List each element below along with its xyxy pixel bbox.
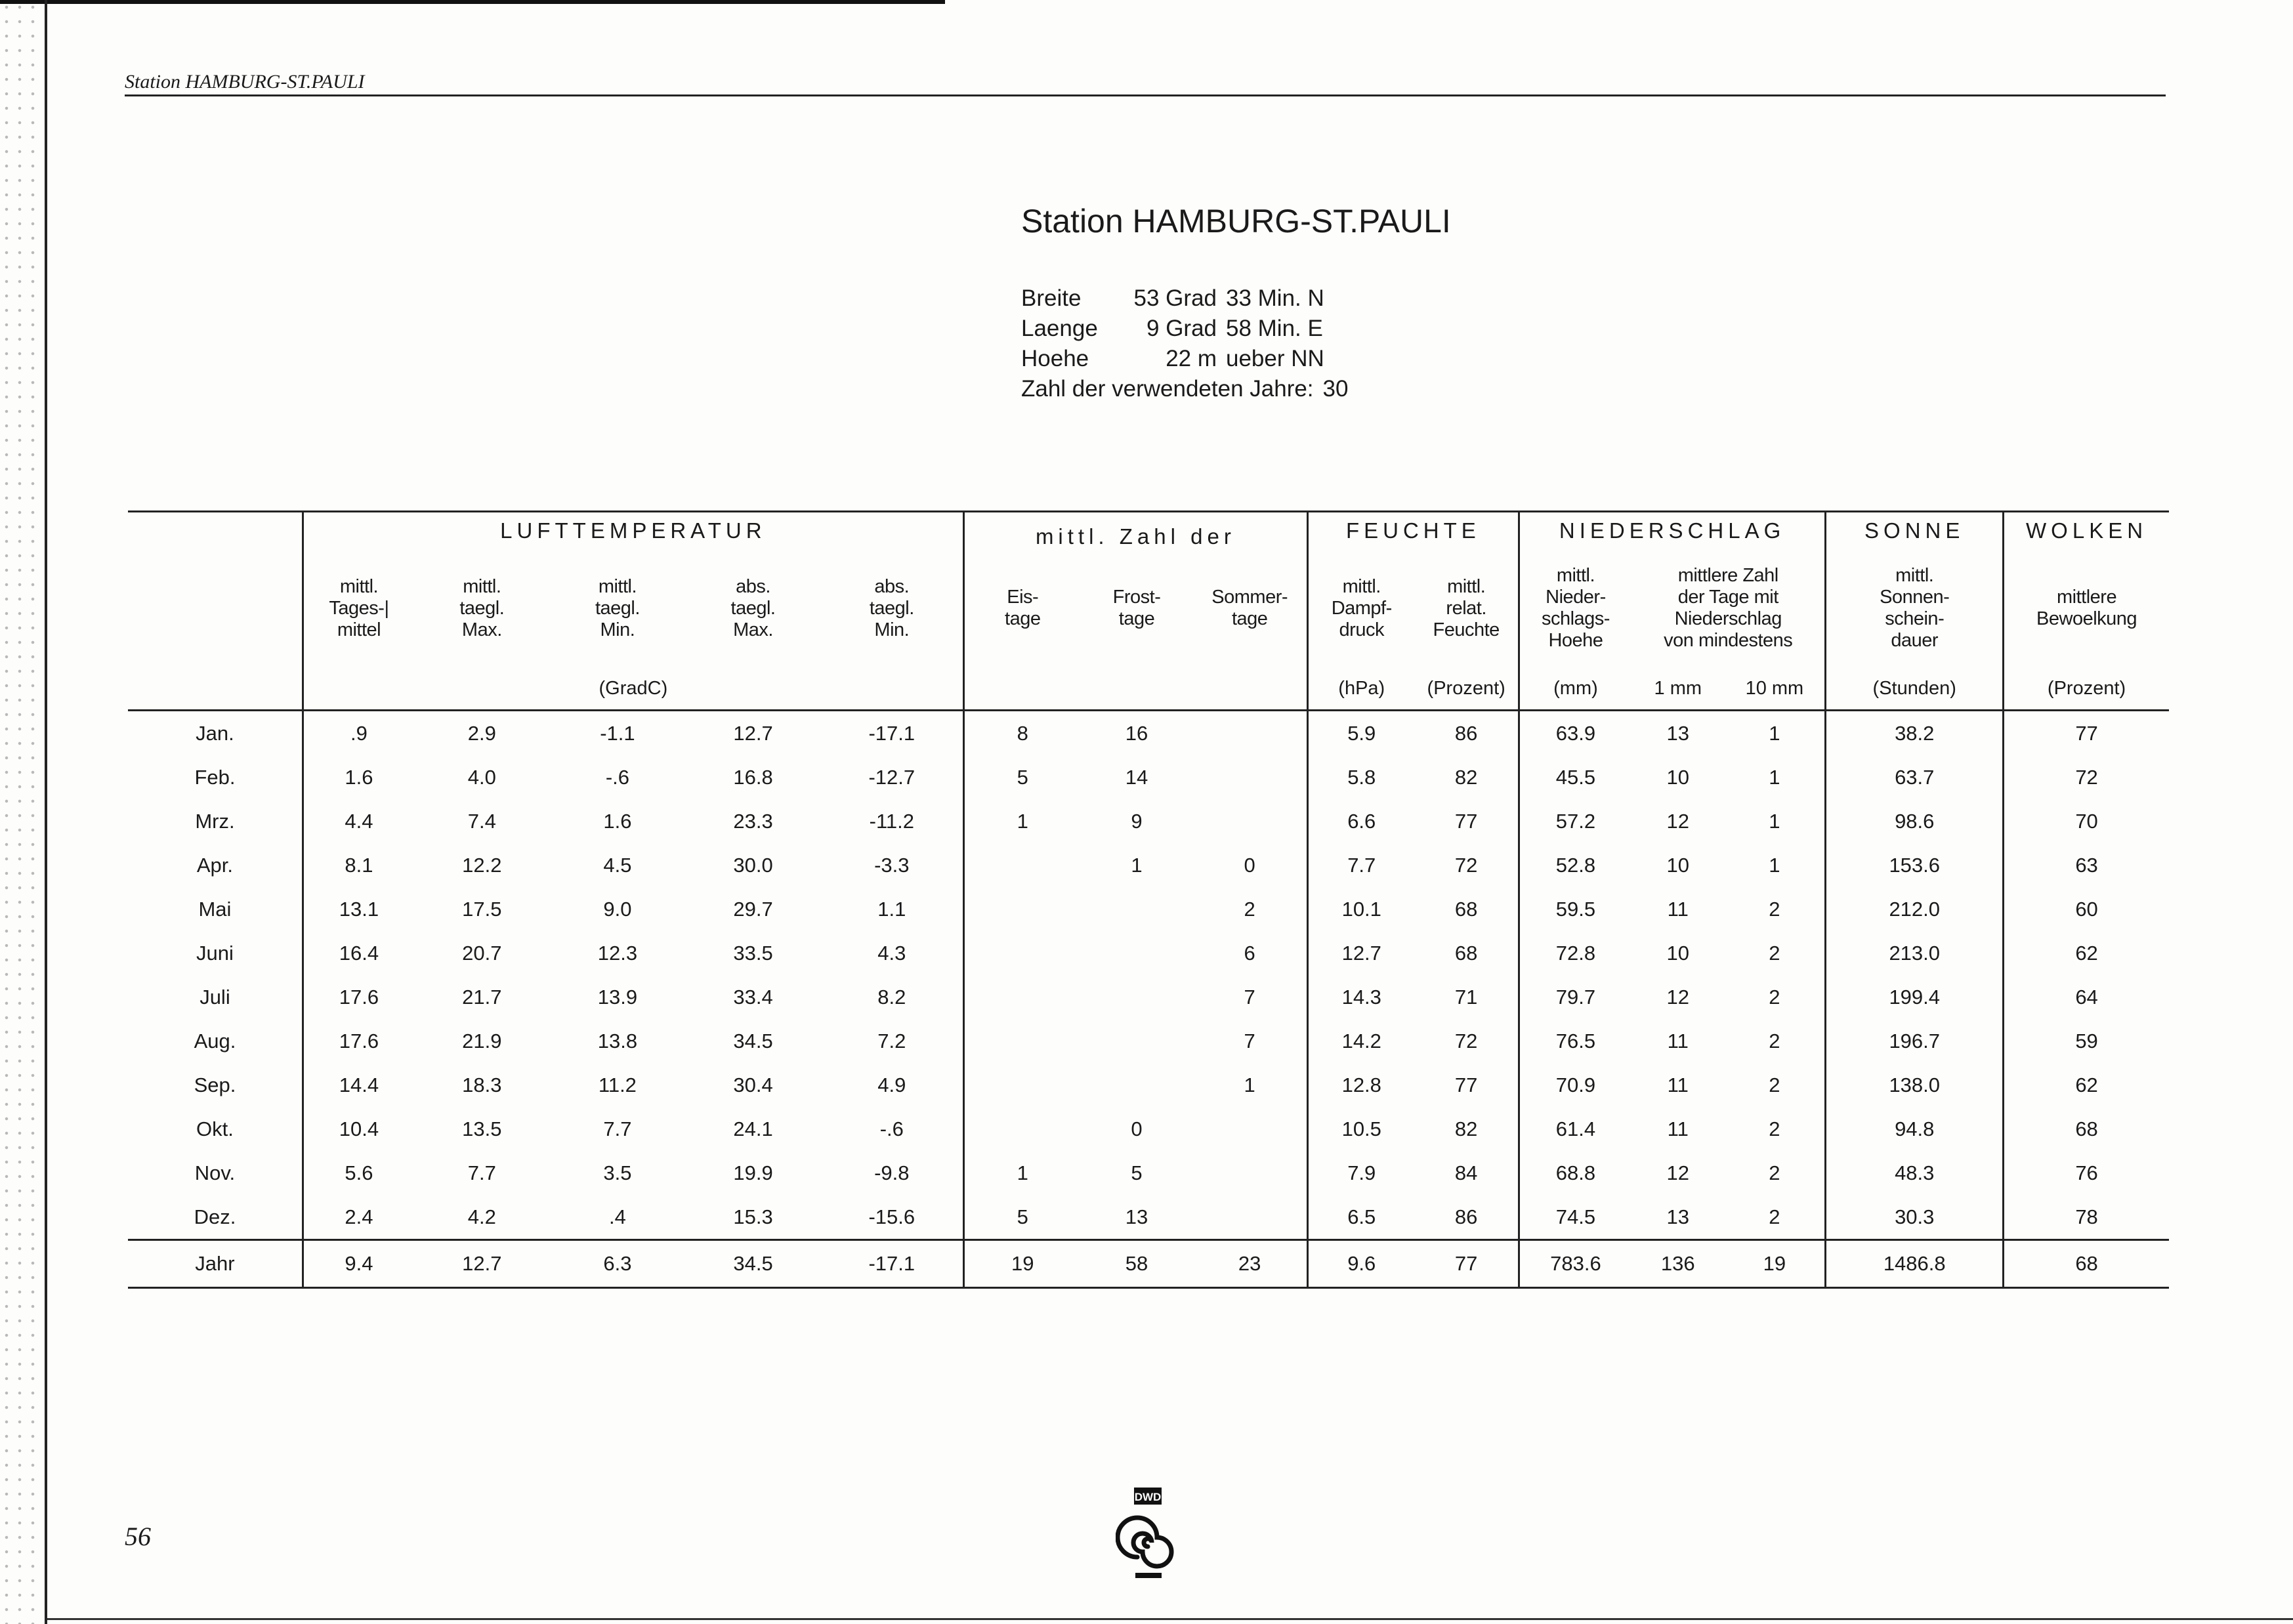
table-cell: 77 bbox=[1454, 1073, 1478, 1096]
table-row bbox=[128, 755, 2169, 799]
table-cell bbox=[1192, 799, 1307, 843]
page-bottom-rule bbox=[47, 1618, 2293, 1620]
table-cell: 11 bbox=[1667, 1073, 1689, 1096]
table-cell: 12 bbox=[1666, 1161, 1690, 1184]
table-cell: 1 bbox=[1131, 853, 1143, 877]
table-row bbox=[128, 1195, 2169, 1240]
table-row bbox=[128, 1151, 2169, 1195]
table-cell: 5 bbox=[1131, 1161, 1143, 1184]
table-cell: 13.9 bbox=[597, 985, 638, 1009]
table-cell: 13 bbox=[1666, 721, 1690, 745]
table-cell: 11 bbox=[1667, 1029, 1689, 1052]
table-cell: 2 bbox=[1769, 985, 1780, 1009]
table-cell: 72 bbox=[2004, 755, 2169, 799]
hdr-rel-humidity: mittl. relat. Feuchte bbox=[1433, 575, 1500, 640]
table-cell: 98.6 bbox=[1826, 799, 2004, 843]
table-cell: 1.6 bbox=[603, 809, 632, 833]
table-cell: 1 bbox=[1769, 853, 1780, 877]
table-cell: .4 bbox=[608, 1205, 626, 1228]
month-label: Dez. bbox=[194, 1205, 236, 1228]
table-cell: 15.3 bbox=[733, 1205, 773, 1228]
climate-table bbox=[128, 510, 2169, 1289]
hdr-precip-days: mittlere Zahl der Tage mit Niederschlag von mindestens bbox=[1664, 565, 1793, 651]
table-cell: 7.4 bbox=[467, 809, 496, 833]
table-cell: 196.7 bbox=[1826, 1019, 2004, 1063]
hdr-frost-days: Frost- tage bbox=[1112, 587, 1161, 629]
table-cell: 77 bbox=[2004, 711, 2169, 756]
years-row: Zahl der verwendeten Jahre: 30 bbox=[1021, 376, 1349, 402]
table-cell: 13.8 bbox=[597, 1029, 638, 1052]
table-cell: 11.2 bbox=[598, 1073, 637, 1096]
unit-humidity: (Prozent) bbox=[1415, 667, 1519, 711]
table-cell: 63.9 bbox=[1519, 711, 1631, 756]
table-cell: 71 bbox=[1454, 985, 1478, 1009]
table-cell: 8.1 bbox=[303, 843, 414, 887]
table-cell: 45.5 bbox=[1519, 755, 1631, 799]
table-cell: 19.9 bbox=[733, 1161, 773, 1184]
month-label: Aug. bbox=[194, 1029, 236, 1052]
table-cell: 68 bbox=[1454, 897, 1478, 921]
table-cell: 23.3 bbox=[733, 809, 773, 833]
table-cell: 212.0 bbox=[1826, 887, 2004, 931]
table-cell: -.6 bbox=[879, 1117, 904, 1140]
table-cell: 63.7 bbox=[1826, 755, 2004, 799]
binding-line bbox=[45, 0, 47, 1624]
table-cell: 2 bbox=[1244, 897, 1255, 921]
table-row bbox=[128, 975, 2169, 1019]
unit-10mm: 10 mm bbox=[1724, 667, 1825, 711]
table-cell: 199.4 bbox=[1826, 975, 2004, 1019]
hdr-ice-days: Eis- tage bbox=[963, 549, 1080, 667]
table-cell: 62 bbox=[2004, 931, 2169, 975]
month-label: Okt. bbox=[196, 1117, 234, 1140]
table-cell: 94.8 bbox=[1826, 1107, 2004, 1151]
table-cell: 7 bbox=[1244, 985, 1255, 1009]
group-sun: SONNE bbox=[1826, 512, 2004, 550]
table-cell: 9 bbox=[1131, 809, 1143, 833]
hdr-abs-min: abs. taegl. Min. bbox=[869, 575, 914, 640]
table-cell: 30.0 bbox=[733, 853, 773, 877]
group-header-row bbox=[128, 512, 2169, 550]
table-cell: -3.3 bbox=[874, 853, 910, 877]
group-temperature: LUFTTEMPERATUR bbox=[303, 512, 963, 550]
table-cell: 1 bbox=[963, 1151, 1080, 1195]
table-cell: 2.4 bbox=[303, 1195, 414, 1240]
table-row bbox=[128, 711, 2169, 756]
table-cell bbox=[1192, 1107, 1307, 1151]
hdr-vapour-pressure: mittl. Dampf- druck bbox=[1307, 549, 1414, 667]
group-precipitation: NIEDERSCHLAG bbox=[1519, 512, 1826, 550]
table-cell: 2 bbox=[1769, 1029, 1780, 1052]
table-cell: 13 bbox=[1125, 1205, 1148, 1228]
table-row bbox=[128, 1063, 2169, 1107]
table-cell: 76.5 bbox=[1519, 1019, 1631, 1063]
table-row bbox=[128, 799, 2169, 843]
table-cell: 5 bbox=[963, 1195, 1080, 1240]
table-cell: 29.7 bbox=[733, 897, 773, 921]
month-label: Sep. bbox=[194, 1073, 236, 1096]
month-label: Apr. bbox=[196, 853, 234, 877]
total-body bbox=[128, 1240, 2169, 1288]
table-cell: 12.3 bbox=[597, 941, 638, 965]
table-cell: 2.9 bbox=[467, 721, 496, 745]
hdr-summer-days: Sommer- tage bbox=[1211, 587, 1288, 629]
month-label: Jan. bbox=[196, 721, 234, 745]
table-cell: 7.2 bbox=[877, 1029, 906, 1052]
table-cell: 13.1 bbox=[303, 887, 414, 931]
table-cell: 7.7 bbox=[603, 1117, 632, 1140]
corner-cell bbox=[128, 512, 303, 550]
header-rule bbox=[125, 94, 2166, 96]
table-cell: 72 bbox=[1454, 853, 1478, 877]
table-cell: 62 bbox=[2004, 1063, 2169, 1107]
table-cell bbox=[1081, 1063, 1193, 1107]
table-row bbox=[128, 887, 2169, 931]
table-cell: -.6 bbox=[605, 765, 630, 789]
table-cell: 14.4 bbox=[303, 1063, 414, 1107]
table-cell: 79.7 bbox=[1519, 975, 1631, 1019]
table-cell: 14.2 bbox=[1307, 1019, 1414, 1063]
table-cell: 9.0 bbox=[603, 897, 632, 921]
table-cell: 4.5 bbox=[603, 853, 632, 877]
table-cell: 30.3 bbox=[1826, 1195, 2004, 1240]
table-cell: 61.4 bbox=[1519, 1107, 1631, 1151]
table-cell: 21.9 bbox=[462, 1029, 502, 1052]
table-cell: -11.2 bbox=[869, 809, 914, 833]
unit-clouds: (Prozent) bbox=[2004, 667, 2169, 711]
table-cell: 16 bbox=[1125, 721, 1148, 745]
table-cell: 68 bbox=[1454, 941, 1478, 965]
binding-margin bbox=[0, 0, 42, 1624]
table-cell: .9 bbox=[303, 711, 414, 756]
table-cell: 8.2 bbox=[877, 985, 906, 1009]
table-cell: 1.1 bbox=[877, 897, 906, 921]
table-cell: 68.8 bbox=[1519, 1151, 1631, 1195]
table-row bbox=[128, 931, 2169, 975]
hdr-precip-height: mittl. Nieder- schlags- Hoehe bbox=[1519, 549, 1631, 667]
table-cell: 7.7 bbox=[1307, 843, 1414, 887]
table-cell: 33.5 bbox=[733, 941, 773, 965]
table-cell: 1 bbox=[1769, 721, 1780, 745]
table-row bbox=[128, 1107, 2169, 1151]
table-cell bbox=[1081, 931, 1193, 975]
table-cell: 6 bbox=[1244, 941, 1255, 965]
month-label: Mai bbox=[198, 897, 232, 921]
table-cell: 77 bbox=[1454, 809, 1478, 833]
table-cell: 52.8 bbox=[1519, 843, 1631, 887]
unit-precip: (mm) bbox=[1519, 667, 1631, 711]
table-cell: 21.7 bbox=[462, 985, 502, 1009]
table-cell: 4.0 bbox=[467, 765, 496, 789]
table-cell: 1.6 bbox=[303, 755, 414, 799]
table-cell: 13.5 bbox=[462, 1117, 502, 1140]
total-label: Jahr bbox=[128, 1240, 303, 1288]
table-cell bbox=[963, 887, 1080, 931]
data-body bbox=[128, 711, 2169, 1240]
table-cell: 2 bbox=[1769, 1205, 1780, 1228]
table-cell: 78 bbox=[2004, 1195, 2169, 1240]
table-cell bbox=[963, 1063, 1080, 1107]
table-row bbox=[128, 1019, 2169, 1063]
table-cell: 7 bbox=[1244, 1029, 1255, 1052]
station-metadata bbox=[1021, 283, 1348, 404]
table-cell: 30.4 bbox=[733, 1073, 773, 1096]
svg-text:DWD: DWD bbox=[1134, 1491, 1162, 1503]
table-cell: 63 bbox=[2004, 843, 2169, 887]
unit-temp: (GradC) bbox=[303, 667, 963, 711]
table-cell: 82 bbox=[1454, 1117, 1478, 1140]
month-label: Feb. bbox=[194, 765, 236, 789]
table-cell: 82 bbox=[1454, 765, 1478, 789]
hdr-mean-temp: mittl. Tages-| mittel bbox=[303, 549, 414, 667]
table-cell: 10 bbox=[1666, 765, 1690, 789]
table-cell: 2 bbox=[1769, 897, 1780, 921]
table-cell: 17.6 bbox=[303, 1019, 414, 1063]
table-cell: 4.9 bbox=[877, 1073, 906, 1096]
table-cell: 68 bbox=[2004, 1107, 2169, 1151]
table-cell: 57.2 bbox=[1519, 799, 1631, 843]
table-cell: 4.3 bbox=[877, 941, 906, 965]
table-cell: 6.5 bbox=[1307, 1195, 1414, 1240]
table-cell: 11 bbox=[1667, 897, 1689, 921]
table-cell: -1.1 bbox=[600, 721, 635, 745]
unit-row bbox=[128, 667, 2169, 711]
table-cell: 14 bbox=[1125, 765, 1148, 789]
table-cell: 34.5 bbox=[733, 1029, 773, 1052]
table-cell: 2 bbox=[1769, 1073, 1780, 1096]
table-cell bbox=[963, 975, 1080, 1019]
table-row bbox=[128, 843, 2169, 887]
table-cell: 70.9 bbox=[1519, 1063, 1631, 1107]
table-cell: 4.4 bbox=[303, 799, 414, 843]
latitude-row: Breite 53 Grad 33 Min. N bbox=[1021, 285, 1324, 311]
table-cell: 24.1 bbox=[733, 1117, 773, 1140]
table-cell bbox=[963, 1019, 1080, 1063]
table-cell bbox=[1192, 1195, 1307, 1240]
table-cell: 10 bbox=[1666, 853, 1690, 877]
table-cell: 17.5 bbox=[462, 897, 502, 921]
table-cell: 4.2 bbox=[467, 1205, 496, 1228]
total-row: Jahr 9.4 12.7 6.3 34.5 -17.1 19 58 23 9.6 77 783.6 136 19 1486.8 68 bbox=[128, 1240, 2169, 1288]
table-cell: 1 bbox=[1244, 1073, 1255, 1096]
page-title: Station HAMBURG-ST.PAULI bbox=[1021, 203, 1451, 239]
table-cell: 76 bbox=[2004, 1151, 2169, 1195]
group-clouds: WOLKEN bbox=[2004, 512, 2169, 550]
table-cell: 12.7 bbox=[733, 721, 773, 745]
table-cell: 2 bbox=[1769, 1117, 1780, 1140]
dwd-logo bbox=[1116, 1486, 1181, 1588]
table-cell: 72 bbox=[1454, 1029, 1478, 1052]
group-humidity: FEUCHTE bbox=[1307, 512, 1519, 550]
table-cell: 33.4 bbox=[733, 985, 773, 1009]
subheader-row bbox=[128, 549, 2169, 667]
table-cell: 74.5 bbox=[1519, 1195, 1631, 1240]
table-cell: 11 bbox=[1667, 1117, 1689, 1140]
table-cell: 64 bbox=[2004, 975, 2169, 1019]
table-cell: 16.4 bbox=[303, 931, 414, 975]
table-cell: 84 bbox=[1454, 1161, 1478, 1184]
table-cell: -9.8 bbox=[874, 1161, 910, 1184]
table-cell: 86 bbox=[1454, 1205, 1478, 1228]
table-cell: 59.5 bbox=[1519, 887, 1631, 931]
unit-pressure: (hPa) bbox=[1307, 667, 1414, 711]
top-edge-bar bbox=[0, 0, 945, 4]
table-cell: 38.2 bbox=[1826, 711, 2004, 756]
month-label: Mrz. bbox=[195, 809, 235, 833]
table-cell: 1 bbox=[963, 799, 1080, 843]
table-cell bbox=[963, 843, 1080, 887]
table-cell bbox=[1192, 755, 1307, 799]
table-cell bbox=[1192, 1151, 1307, 1195]
table-cell: 12.7 bbox=[1307, 931, 1414, 975]
month-label: Nov. bbox=[194, 1161, 236, 1184]
table-cell: 10.1 bbox=[1307, 887, 1414, 931]
longitude-row: Laenge 9 Grad 58 Min. E bbox=[1021, 316, 1323, 341]
table-cell: 5.9 bbox=[1307, 711, 1414, 756]
table-cell: -12.7 bbox=[868, 765, 915, 789]
altitude-row: Hoehe 22 m ueber NN bbox=[1021, 346, 1324, 371]
table-cell bbox=[963, 931, 1080, 975]
table-cell bbox=[1081, 975, 1193, 1019]
table-cell: 1 bbox=[1769, 765, 1780, 789]
table-cell: 0 bbox=[1131, 1117, 1143, 1140]
table-cell: 7.9 bbox=[1307, 1151, 1414, 1195]
group-days: mittl. Zahl der bbox=[963, 512, 1307, 550]
month-label: Juli bbox=[200, 985, 230, 1009]
hdr-mean-max: mittl. taegl. Max. bbox=[459, 575, 505, 640]
page-number: 56 bbox=[125, 1522, 151, 1551]
table-cell: 138.0 bbox=[1826, 1063, 2004, 1107]
unit-sun: (Stunden) bbox=[1826, 667, 2004, 711]
table-cell bbox=[1081, 1019, 1193, 1063]
table-cell bbox=[963, 1107, 1080, 1151]
table-cell: 10.4 bbox=[303, 1107, 414, 1151]
table-cell: 12.8 bbox=[1307, 1063, 1414, 1107]
table-cell: 1 bbox=[1769, 809, 1780, 833]
unit-1mm: 1 mm bbox=[1631, 667, 1724, 711]
table-cell: 12.2 bbox=[462, 853, 502, 877]
table-cell: 70 bbox=[2004, 799, 2169, 843]
table-cell: 12 bbox=[1666, 809, 1690, 833]
table-cell: 13 bbox=[1666, 1205, 1690, 1228]
running-head: Station HAMBURG-ST.PAULI bbox=[125, 71, 365, 93]
hdr-cloudiness: mittlere Bewoelkung bbox=[2004, 549, 2169, 667]
table-cell: 48.3 bbox=[1826, 1151, 2004, 1195]
table-cell: -17.1 bbox=[868, 721, 915, 745]
table-cell: 16.8 bbox=[733, 765, 773, 789]
table-cell: 5 bbox=[963, 755, 1080, 799]
table-cell: 6.6 bbox=[1307, 799, 1414, 843]
table-cell: 10.5 bbox=[1307, 1107, 1414, 1151]
table-cell bbox=[1192, 711, 1307, 756]
table-cell: 2 bbox=[1769, 1161, 1780, 1184]
hdr-mean-min: mittl. taegl. Min. bbox=[595, 575, 640, 640]
hdr-sunshine: mittl. Sonnen- schein- dauer bbox=[1826, 549, 2004, 667]
table-cell: 7.7 bbox=[467, 1161, 496, 1184]
table-cell: 213.0 bbox=[1826, 931, 2004, 975]
dwd-spiral-icon bbox=[1116, 1486, 1181, 1585]
table-cell bbox=[1081, 887, 1193, 931]
table-cell: 72.8 bbox=[1519, 931, 1631, 975]
month-label: Juni bbox=[196, 941, 234, 965]
table-cell: 8 bbox=[963, 711, 1080, 756]
table-cell: 20.7 bbox=[462, 941, 502, 965]
table-cell: 10 bbox=[1666, 941, 1690, 965]
table-cell: 12 bbox=[1666, 985, 1690, 1009]
table-cell: 59 bbox=[2004, 1019, 2169, 1063]
table-cell: 14.3 bbox=[1307, 975, 1414, 1019]
table-cell: 60 bbox=[2004, 887, 2169, 931]
table-cell: 2 bbox=[1769, 941, 1780, 965]
table-cell: -15.6 bbox=[868, 1205, 915, 1228]
hdr-abs-max: abs. taegl. Max. bbox=[730, 575, 776, 640]
table-cell: 0 bbox=[1244, 853, 1255, 877]
table-cell: 18.3 bbox=[462, 1073, 502, 1096]
table-cell: 17.6 bbox=[303, 975, 414, 1019]
table-cell: 5.8 bbox=[1307, 755, 1414, 799]
table-cell: 153.6 bbox=[1826, 843, 2004, 887]
table-cell: 86 bbox=[1454, 721, 1478, 745]
table-cell: 5.6 bbox=[303, 1151, 414, 1195]
table-cell: 3.5 bbox=[603, 1161, 632, 1184]
